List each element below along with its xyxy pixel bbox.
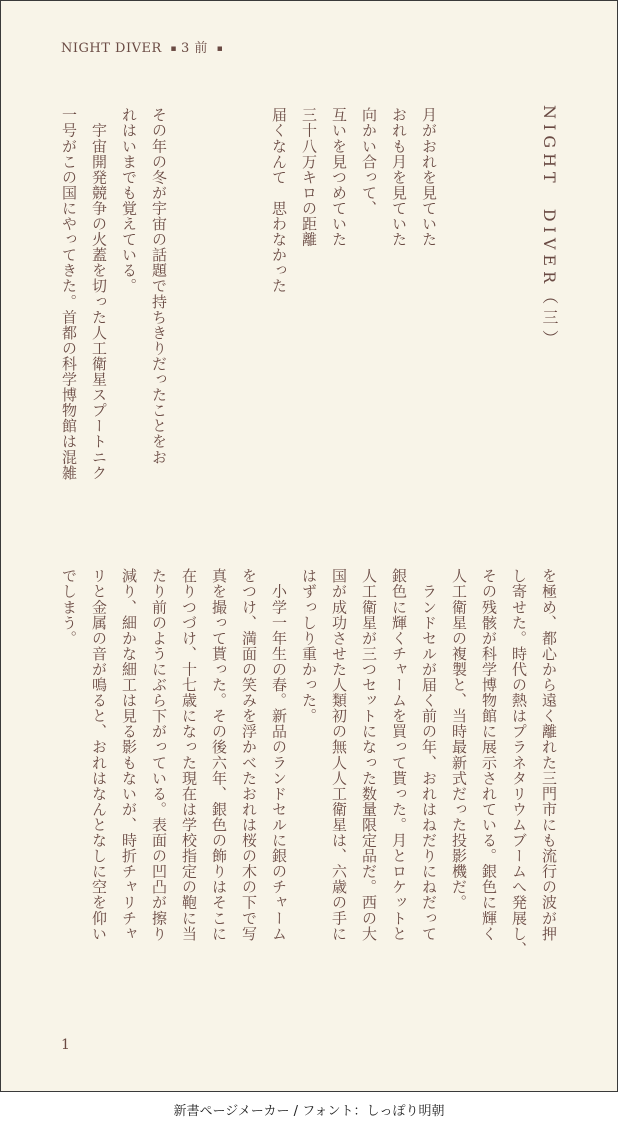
text-line: を極め、都心から遠く離れた三門市にも流行の波が押: [540, 568, 558, 942]
text-line: 人工衛星が三つセットになった数量限定品だ。西の大: [360, 568, 378, 942]
text-line: たり前のようにぶら下がっている。表面の凹凸が擦り: [150, 568, 168, 942]
footer-credit: 新書ページメーカー / フォント：しっぽり明朝: [173, 1104, 445, 1119]
text-line: 減り、細かな細工は見る影もないが、時折チャリチャ: [120, 568, 138, 942]
text-line: れはいまでも覚えている。: [120, 107, 138, 294]
poem-line: 三十八万キロの距離: [300, 107, 318, 247]
chapter-title: NIGHT DIVER（三）: [540, 105, 559, 352]
running-header: [61, 37, 227, 56]
text-line: その残骸が科学博物館に展示されている。銀色に輝く: [480, 568, 498, 942]
text-line: 在りつづけ、十七歳になった現在は学校指定の鞄に当: [180, 568, 198, 942]
text-line: でしまう。: [60, 568, 78, 646]
text-line: はずっしり重かった。: [300, 568, 318, 724]
text-line: ランドセルが届く前の年、おれはねだりにねだって: [420, 568, 438, 942]
text-line: 国が成功させた人類初の無人人工衛星は、六歳の手に: [330, 568, 348, 942]
poem-line: 互いを見つめていた: [330, 107, 348, 247]
header-separator: ▪: [216, 44, 224, 54]
text-line: をつけ、満面の笑みを浮かべたおれは桜の木の下で写: [240, 568, 258, 942]
text-line: 小学一年生の春。新品のランドセルに銀のチャーム: [270, 568, 288, 942]
poem-line: 月がおれを見ていた: [420, 107, 438, 247]
header-title: NIGHT DIVER: [61, 41, 162, 56]
poem-line: 向かい合って、: [360, 107, 378, 216]
text-line: 真を撮って貰った。その後六年、銀色の飾りはそこに: [210, 568, 228, 942]
text-line: し寄せた。時代の熱はプラネタリウムブームへ発展し、: [510, 568, 528, 957]
text-line: 人工衛星の複製と、当時最新式だった投影機だ。: [450, 568, 468, 911]
page-number: 1: [61, 1037, 70, 1053]
text-line: 一号がこの国にやってきた。首都の科学博物館は混雑: [60, 107, 78, 481]
text-line: リと金属の音が鳴ると、おれはなんとなしに空を仰い: [90, 568, 108, 942]
text-line: 宇宙開発競争の火蓋を切った人工衛星スプートニク: [90, 107, 108, 481]
header-separator: ▪: [170, 44, 178, 54]
text-line: 銀色に輝くチャームを買って貰った。月とロケットと: [390, 568, 408, 942]
header-section: 3 前: [181, 41, 208, 56]
text-line: その年の冬が宇宙の話題で持ちきりだったことをお: [150, 107, 168, 465]
poem-line: 届くなんて 思わなかった: [270, 107, 288, 294]
poem-line: おれも月を見ていた: [390, 107, 408, 247]
